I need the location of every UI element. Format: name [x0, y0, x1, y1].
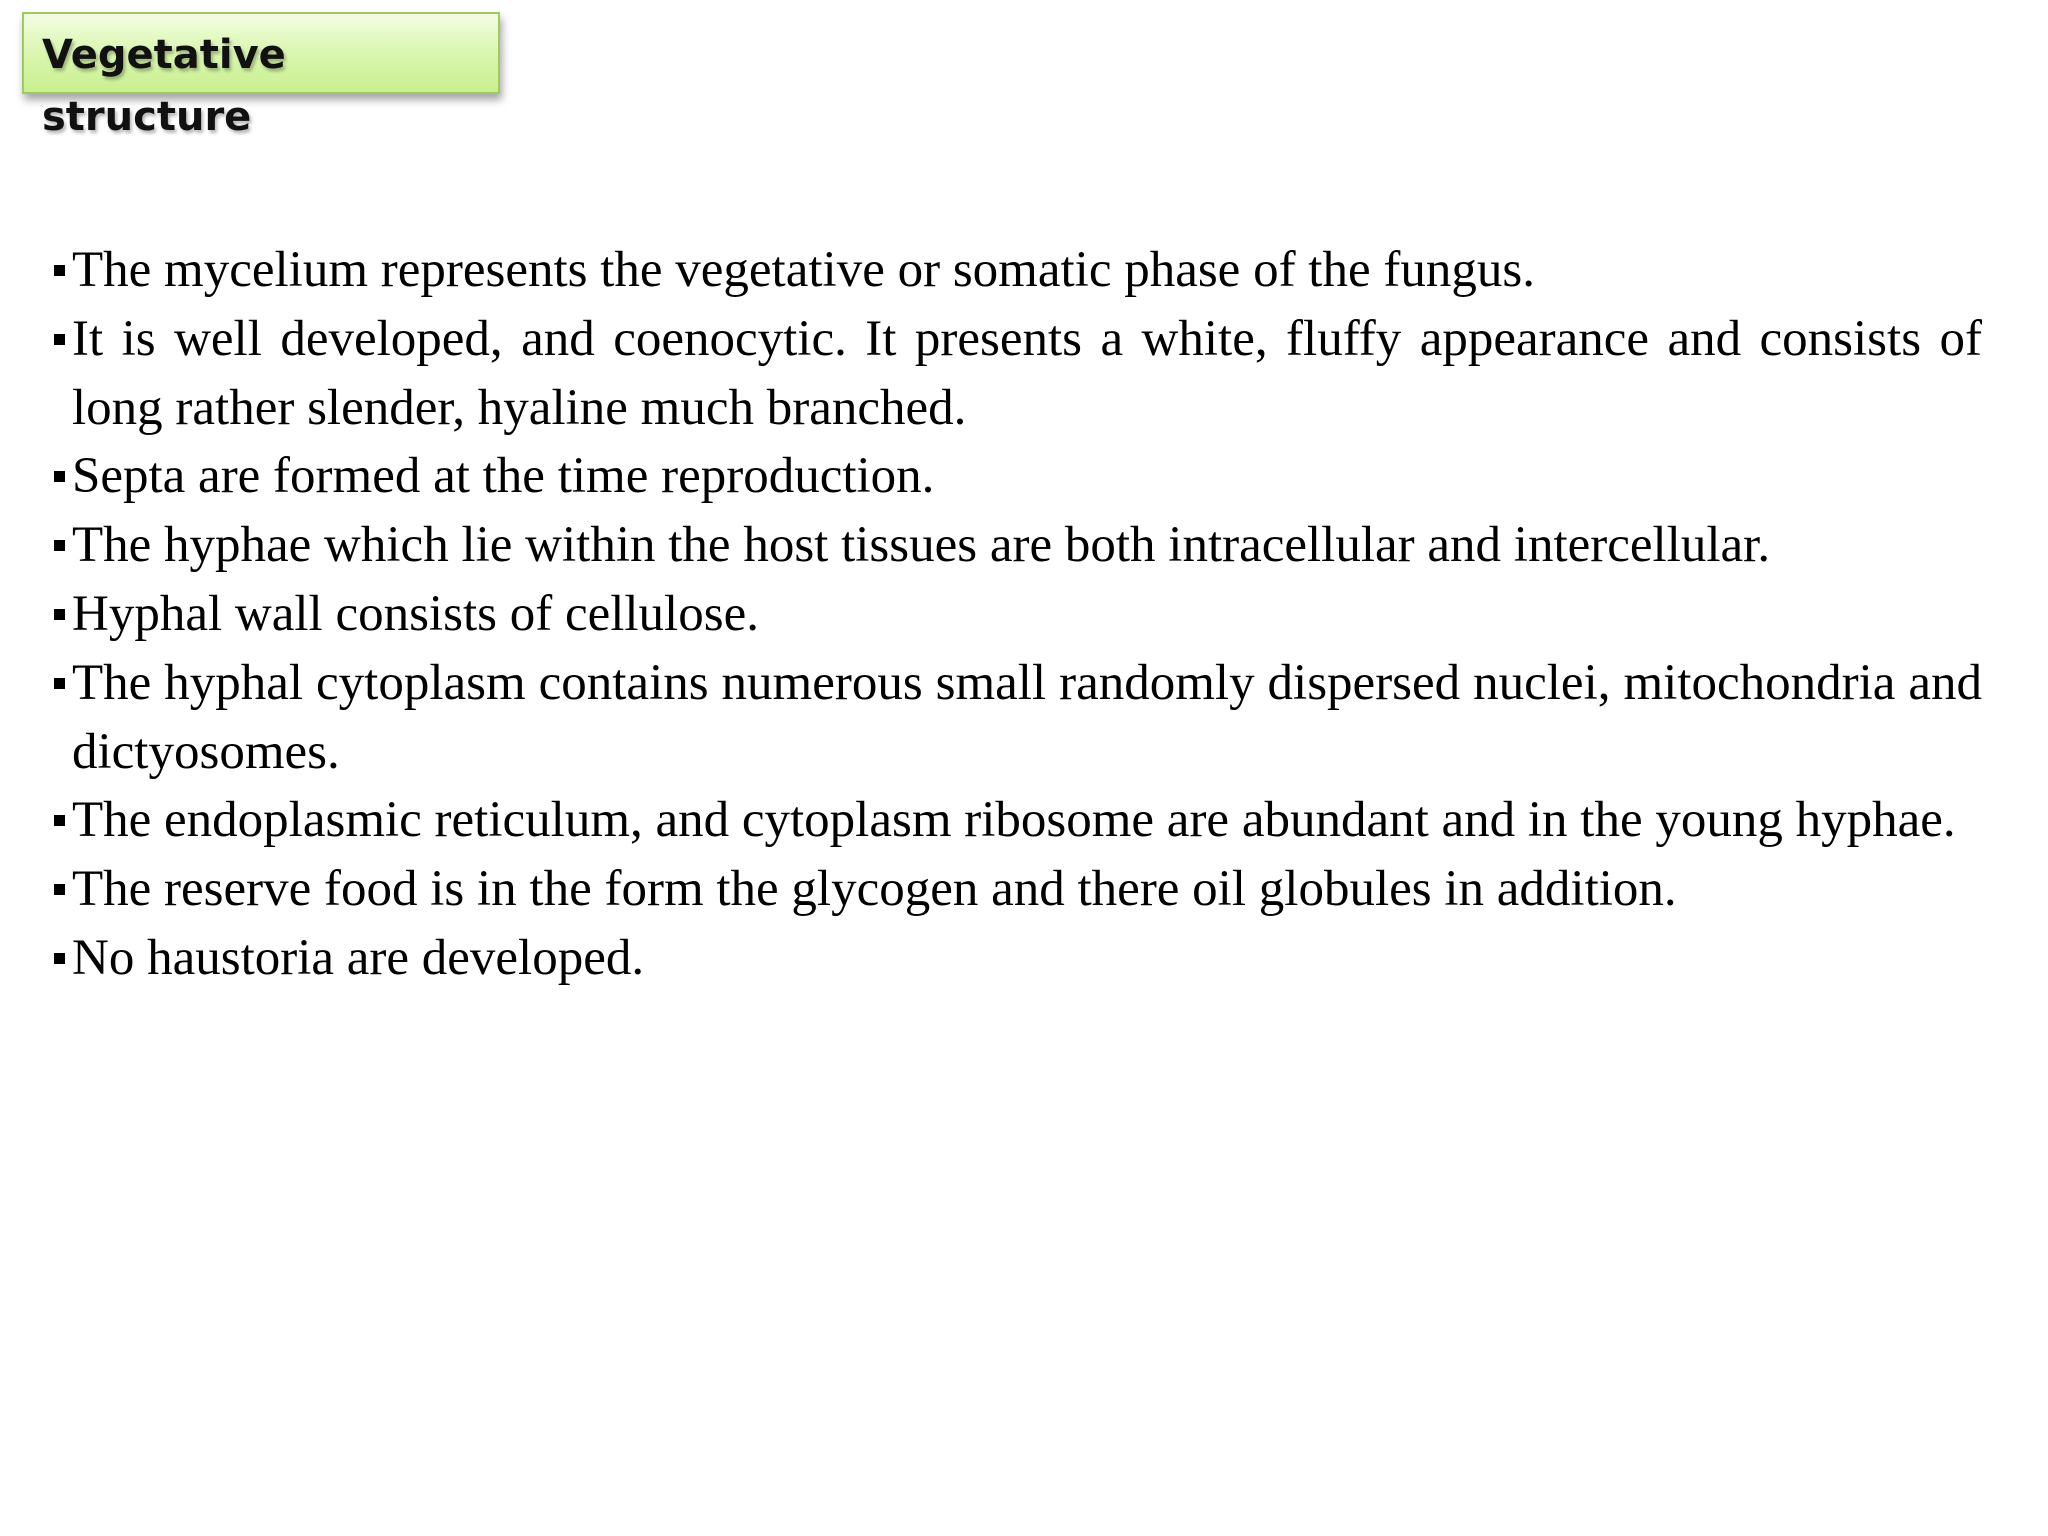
bullet-text: The hyphal cytoplasm contains numerous small randomly dispersed nuclei, mitochondria and dictyosomes. [72, 654, 1982, 780]
bullet-text: It is well developed, and coenocytic. It presents a white, fluffy appearance and consists of long rather slender, hyaline much branched. [72, 310, 1982, 436]
bullet-item [52, 511, 1982, 580]
square-bullet-icon [54, 884, 65, 895]
bullet-item [52, 786, 1982, 855]
bullet-text: The hyphae which lie within the host tissues are both intracellular and intercellular. [72, 517, 1771, 574]
bullet-item [52, 580, 1982, 649]
bullet-item [52, 649, 1982, 787]
bullet-text: The mycelium represents the vegetative or somatic phase of the fungus. [72, 242, 1535, 298]
square-bullet-icon [54, 815, 65, 826]
bullet-item [52, 305, 1982, 443]
bullet-item [52, 924, 1982, 993]
square-bullet-icon [54, 953, 65, 964]
square-bullet-icon [54, 334, 65, 345]
slide-title: Vegetative structure [42, 32, 286, 140]
bullet-item [52, 236, 1982, 305]
bullet-item [52, 855, 1982, 924]
square-bullet-icon [54, 609, 65, 620]
bullet-text: Septa are formed at the time reproduction. [72, 448, 935, 505]
bullet-item [52, 442, 1982, 511]
square-bullet-icon [54, 678, 65, 689]
square-bullet-icon [54, 471, 65, 482]
square-bullet-icon [54, 265, 65, 276]
bullet-text: No haustoria are developed. [72, 929, 645, 986]
bullet-text: The reserve food is in the form the glycogen and there oil globules in addition. [72, 861, 1677, 918]
bullet-text: The endoplasmic reticulum, and cytoplasm ribosome are abundant and in the young hyphae. [72, 792, 1956, 849]
square-bullet-icon [54, 540, 65, 551]
bullet-text: Hyphal wall consists of cellulose. [72, 585, 759, 642]
bullet-list [52, 236, 1982, 993]
